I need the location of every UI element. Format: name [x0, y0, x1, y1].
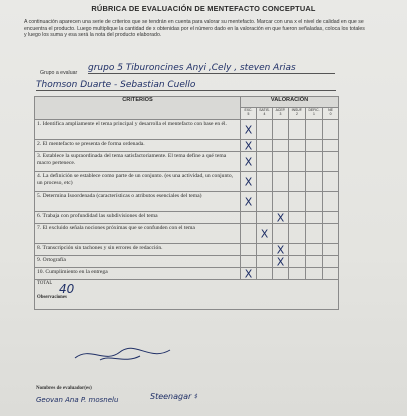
level-score: 3: [279, 112, 282, 116]
rating-cell: [306, 140, 323, 152]
rating-cell: [241, 120, 257, 140]
rating-cell: [241, 140, 257, 152]
rating-cell: [273, 152, 289, 172]
rating-cell: [241, 192, 257, 212]
level-header-5: [323, 108, 339, 120]
rating-cell: [306, 152, 323, 172]
table-row: [35, 192, 339, 212]
rating-cell: [306, 268, 323, 280]
total-label: TOTAL: [37, 281, 53, 286]
table-row: [35, 212, 339, 224]
criterion-text: 8. Transcripción sin tachones y sin errores de redacción.: [35, 244, 241, 256]
observations-label: Observaciones: [37, 295, 67, 300]
rating-cell: [257, 212, 273, 224]
level-name: ACEP.: [275, 108, 286, 112]
rating-cell: [257, 224, 273, 244]
rating-cell: [241, 224, 257, 244]
rating-cell: [323, 192, 339, 212]
rating-cell: [306, 224, 323, 244]
check-mark: X: [276, 243, 285, 256]
rating-cell: [289, 244, 306, 256]
criterion-text: 5. Determina Isoordenada (características o atributos esenciales del tema): [35, 192, 241, 212]
level-score: 0: [329, 112, 332, 116]
rating-cell: [289, 140, 306, 152]
level-header-1: [257, 108, 273, 120]
evaluators-handwriting: Geovan Ana P. mosnelu: [36, 396, 119, 404]
instructions-paragraph: A continuación aparecen una serie de criterios que se tendrán en cuenta para valorar su mentefacto. Marcar con una x el nivel de calidad en que se encuentra el producto. Luego multiplique la cantidad de x obtenidas por el número dado en la valoración en que fueron señaladas, coloca los totales y luego los suma y esa será la nota del producto elaborado.: [24, 19, 365, 39]
rating-cell: [323, 152, 339, 172]
rating-cell: [257, 268, 273, 280]
document-title: RÚBRICA DE EVALUACIÓN DE MENTEFACTO CONCEPTUAL: [91, 4, 316, 13]
criterion-text: 2. El mentefacto se presenta de forma ordenada.: [35, 140, 241, 152]
rating-cell: [289, 212, 306, 224]
criterion-text: 10. Cumplimiento en la entrega: [35, 268, 241, 280]
rating-cell: [323, 244, 339, 256]
total-value: 40: [59, 282, 75, 296]
rating-cell: [241, 172, 257, 192]
evaluators-label: Nombres de evaluador(es): [36, 386, 92, 391]
rating-cell: [289, 224, 306, 244]
rating-cell: [257, 172, 273, 192]
rating-cell: [323, 140, 339, 152]
table-row: [35, 172, 339, 192]
level-header-4: [306, 108, 323, 120]
group-handwriting-line-2: Thomson Duarte - Sebastian Cuello: [36, 80, 336, 91]
level-name: INSUF.: [291, 108, 303, 112]
rating-cell: [323, 224, 339, 244]
table-row: [35, 140, 339, 152]
level-score: 4: [263, 112, 266, 116]
rating-cell: [289, 120, 306, 140]
rating-cell: [273, 172, 289, 192]
check-mark: X: [260, 227, 269, 240]
group-handwriting-line-1: grupo 5 Tiburoncines Anyi ,Cely , steven Arias: [88, 63, 335, 74]
level-name: DEFIC.: [308, 108, 320, 112]
rating-cell: [306, 172, 323, 192]
criterion-text: 1. Identifica ampliamente el tema principal y desarrolla el mentefacto con base en él.: [35, 120, 241, 140]
check-mark: X: [244, 139, 253, 152]
check-mark: X: [244, 175, 253, 188]
rating-cell: [306, 256, 323, 268]
rating-cell: [323, 172, 339, 192]
observations-scribble: [70, 344, 180, 366]
table-row: [35, 256, 339, 268]
rating-cell: [306, 192, 323, 212]
rating-cell: [257, 244, 273, 256]
rating-cell: [273, 212, 289, 224]
criterion-text: 3. Establece la supraordinada del tema satisfactoriamente. El tema define a qué tema macro pertenece.: [35, 152, 241, 172]
rating-cell: [273, 120, 289, 140]
rating-cell: [289, 192, 306, 212]
rating-cell: [257, 152, 273, 172]
check-mark: X: [244, 267, 253, 280]
rating-cell: [306, 212, 323, 224]
rating-cell: [273, 244, 289, 256]
rating-cell: [323, 268, 339, 280]
total-row: [35, 280, 339, 310]
table-header-row: [35, 97, 339, 108]
rating-cell: [273, 224, 289, 244]
rating-cell: [257, 192, 273, 212]
table-row: [35, 244, 339, 256]
level-score: 5: [247, 112, 250, 116]
table-row: [35, 268, 339, 280]
rating-cell: [306, 120, 323, 140]
level-name: SATIS.: [259, 108, 270, 112]
level-name: EXC.: [244, 108, 253, 112]
rating-cell: [306, 244, 323, 256]
rating-cell: [273, 192, 289, 212]
rating-cell: [257, 140, 273, 152]
rating-cell: [241, 256, 257, 268]
criteria-rows: [35, 120, 339, 310]
level-header-2: [273, 108, 289, 120]
level-header-3: [289, 108, 306, 120]
table-row: [35, 152, 339, 172]
rating-cell: [323, 256, 339, 268]
level-name: NE: [328, 108, 333, 112]
rubric-table: [34, 96, 339, 310]
rating-cell: [257, 120, 273, 140]
criteria-header: CRITERIOS: [35, 97, 241, 120]
check-mark: X: [276, 211, 285, 224]
level-score: 2: [296, 112, 298, 116]
group-label: Grupo a evaluar: [40, 70, 78, 76]
check-mark: X: [244, 123, 253, 136]
rating-cell: [273, 268, 289, 280]
rating-cell: [241, 268, 257, 280]
criterion-text: 9. Ortografía: [35, 256, 241, 268]
valuation-header: VALORACIÓN: [241, 97, 339, 108]
rating-cell: [241, 244, 257, 256]
rating-cell: [289, 268, 306, 280]
rating-cell: [323, 120, 339, 140]
level-score: 1: [313, 112, 315, 116]
criterion-text: 7. El excluido señala nociones próximas que se confunden con el tema: [35, 224, 241, 244]
rating-cell: [289, 172, 306, 192]
rating-cell: [273, 256, 289, 268]
rating-cell: [241, 212, 257, 224]
rating-cell: [289, 256, 306, 268]
level-header-0: [241, 108, 257, 120]
check-mark: X: [244, 155, 253, 168]
rating-cell: [289, 152, 306, 172]
check-mark: X: [276, 255, 285, 268]
rating-cell: [273, 140, 289, 152]
rating-cell: [257, 256, 273, 268]
check-mark: X: [244, 195, 253, 208]
criterion-text: 4. La definición se establece como parte de un conjunto. (es una actividad, un conjunto, un proceso, etc): [35, 172, 241, 192]
criterion-text: 6. Trabaja con profundidad las subdivisiones del tema: [35, 212, 241, 224]
total-observations-cell: [35, 280, 339, 310]
rating-cell: [323, 212, 339, 224]
evaluator-signature: Steenagar ♯: [150, 392, 198, 401]
table-row: [35, 224, 339, 244]
table-row: [35, 120, 339, 140]
rating-cell: [241, 152, 257, 172]
